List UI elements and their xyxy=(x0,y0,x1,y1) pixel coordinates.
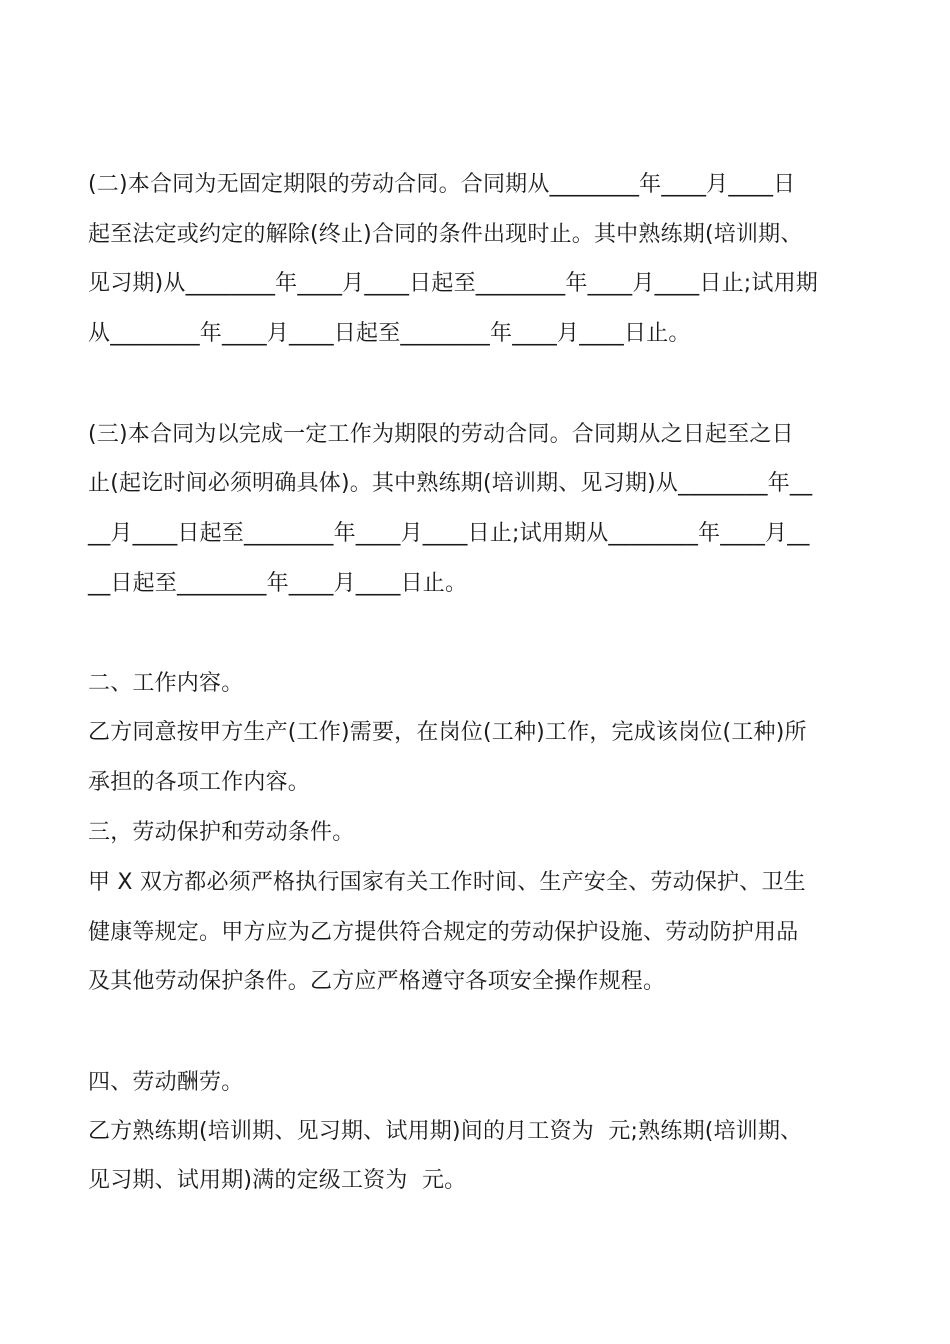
labor-protection-line-2: 健康等规定。甲方应为乙方提供符合规定的劳动保护设施、劳动防护用品 xyxy=(88,920,799,945)
labor-protection-heading: 三，劳动保护和劳动条件。 xyxy=(88,820,355,845)
task-based-line-3: __月____日起至________年____月____日止;试用期从________年____月__ xyxy=(88,521,810,546)
work-content-line-2: 承担的各项工作内容。 xyxy=(88,770,311,795)
fixed-term-none-line-2: 起至法定或约定的解除(终止)合同的条件出现时止。其中熟练期(培训期、 xyxy=(88,222,803,247)
work-content-heading: 二、工作内容。 xyxy=(88,671,244,696)
work-content-line-1: 乙方同意按甲方生产(工作)需要，在岗位(工种)工作，完成该岗位(工种)所 xyxy=(88,720,807,745)
labor-protection-line-3: 及其他劳动保护条件。乙方应严格遵守各项安全操作规程。 xyxy=(88,969,666,994)
remuneration-line-1: 乙方熟练期(培训期、见习期、试用期)间的月工资为 元;熟练期(培训期、 xyxy=(88,1119,803,1144)
task-based-line-1: (三)本合同为以完成一定工作为期限的劳动合同。合同期从之日起至之日 xyxy=(88,422,794,447)
labor-protection-line-1: 甲 X 双方都必须严格执行国家有关工作时间、生产安全、劳动保护、卫生 xyxy=(88,870,806,895)
remuneration-line-2: 见习期、试用期)满的定级工资为 元。 xyxy=(88,1168,467,1193)
fixed-term-none-line-4: 从________年____月____日起至________年____月____日止。 xyxy=(88,321,691,346)
fixed-term-none-line-3: 见习期)从________年____月____日起至________年____月____日止;试用期 xyxy=(88,271,818,296)
fixed-term-none-line-1: (二)本合同为无固定期限的劳动合同。合同期从________年____月____日 xyxy=(88,172,796,197)
remuneration-heading: 四、劳动酬劳。 xyxy=(88,1070,244,1095)
task-based-line-2: 止(起讫时间必须明确具体)。其中熟练期(培训期、见习期)从________年__ xyxy=(88,471,813,496)
task-based-line-4: __日起至________年____月____日止。 xyxy=(88,571,468,596)
